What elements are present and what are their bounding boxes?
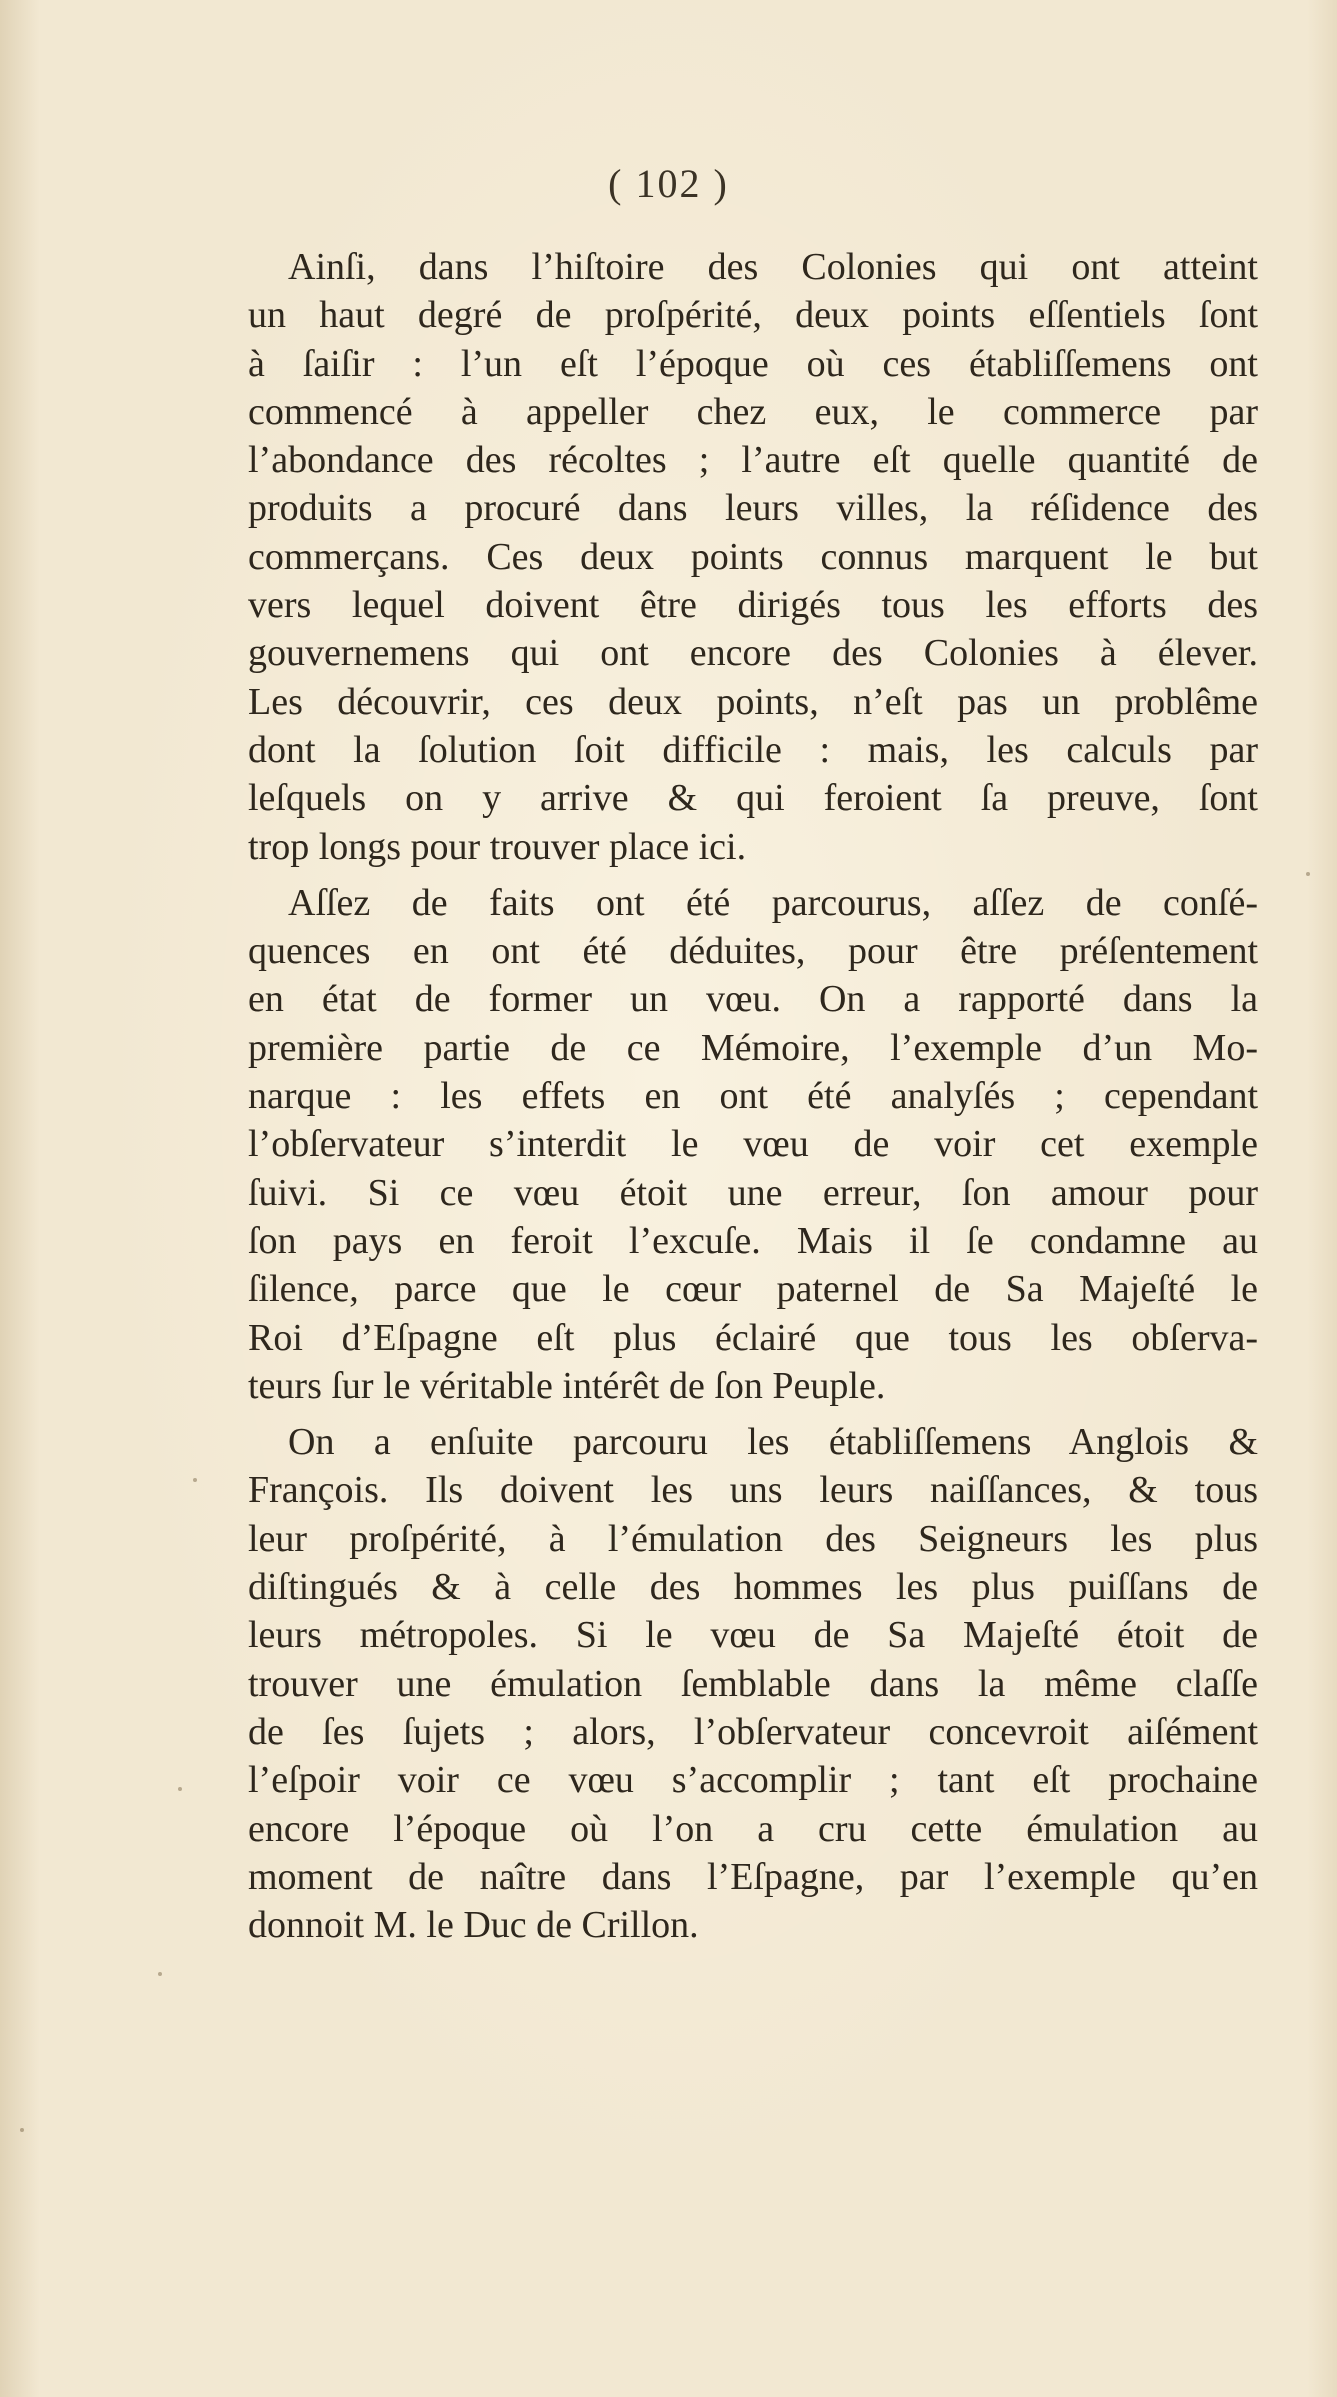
text-line: trouver une émulation ſemblable dans la même claſſe: [248, 1662, 1258, 1705]
text-line: vers lequel doivent être dirigés tous les efforts des: [248, 584, 1258, 627]
text-line: l’eſpoir voir ce vœu s’accomplir ; tant eſt prochaine: [248, 1759, 1258, 1802]
text-line: trop longs pour trouver place ici.: [248, 825, 747, 868]
text-line: François. Ils doivent les uns leurs naiſſances, & tous: [248, 1469, 1258, 1512]
text-line: narque : les effets en ont été analyſés ; cependant: [248, 1075, 1258, 1118]
text-line: Aſſez de faits ont été parcourus, aſſez de conſé-: [288, 881, 1258, 924]
text-line: leur proſpérité, à l’émulation des Seigneurs les plus: [248, 1517, 1258, 1560]
text-line: leſquels on y arrive & qui feroient ſa preuve, ſont: [248, 777, 1258, 820]
text-line: à ſaiſir : l’un eſt l’époque où ces établiſſemens ont: [248, 342, 1258, 385]
text-line: moment de naître dans l’Eſpagne, par l’exemple qu’en: [248, 1855, 1258, 1898]
text-line: l’abondance des récoltes ; l’autre eſt quelle quantité de: [248, 439, 1258, 482]
text-line: Les découvrir, ces deux points, n’eſt pas un problême: [248, 680, 1258, 723]
text-line: produits a procuré dans leurs villes, la réſidence des: [248, 487, 1258, 530]
text-line: Roi d’Eſpagne eſt plus éclairé que tous les obſerva-: [248, 1316, 1258, 1359]
text-line: Ainſi, dans l’hiſtoire des Colonies qui ont atteint: [288, 246, 1258, 288]
ink-speck: [20, 2128, 24, 2132]
text-line: On a enſuite parcouru les établiſſemens Anglois &: [288, 1421, 1258, 1464]
paragraph: [248, 1418, 1258, 1949]
text-line: un haut degré de proſpérité, deux points eſſentiels ſont: [248, 294, 1258, 337]
text-line: quences en ont été déduites, pour être préſentement: [248, 930, 1258, 973]
text-line: ſon pays en feroit l’excuſe. Mais il ſe condamne au: [248, 1219, 1258, 1262]
text-line: leurs métropoles. Si le vœu de Sa Majeſté étoit de: [248, 1614, 1258, 1657]
paragraph: [248, 879, 1258, 1410]
text-line: de ſes ſujets ; alors, l’obſervateur concevroit aiſément: [248, 1710, 1258, 1753]
page-number: ( 102 ): [608, 161, 729, 206]
ink-speck: [158, 1972, 162, 1976]
text-line: commencé à appeller chez eux, le commerce par: [248, 390, 1258, 433]
text-line: ſilence, parce que le cœur paternel de Sa Majeſté le: [248, 1268, 1258, 1311]
text-line: en état de former un vœu. On a rapporté dans la: [248, 978, 1258, 1021]
text-line: diſtingués & à celle des hommes les plus puiſſans de: [248, 1566, 1258, 1609]
text-line: donnoit M. le Duc de Crillon.: [248, 1904, 699, 1947]
text-line: ſuivi. Si ce vœu étoit une erreur, ſon amour pour: [248, 1171, 1258, 1214]
text-line: commerçans. Ces deux points connus marquent le but: [248, 535, 1258, 578]
text-line: encore l’époque où l’on a cru cette émulation au: [248, 1807, 1258, 1850]
text-line: première partie de ce Mémoire, l’exemple d’un Mo-: [248, 1026, 1258, 1069]
ink-speck: [1306, 872, 1310, 876]
text-line: gouvernemens qui ont encore des Colonies à élever.: [248, 632, 1258, 675]
paragraph: [248, 243, 1258, 871]
text-line: dont la ſolution ſoit difficile : mais, les calculs par: [248, 728, 1258, 771]
text-line: l’obſervateur s’interdit le vœu de voir cet exemple: [248, 1123, 1258, 1166]
ink-speck: [178, 1787, 182, 1791]
text-line: teurs ſur le véritable intérêt de ſon Peuple.: [248, 1364, 886, 1407]
body-text: [248, 243, 1258, 1949]
ink-speck: [193, 1478, 197, 1482]
